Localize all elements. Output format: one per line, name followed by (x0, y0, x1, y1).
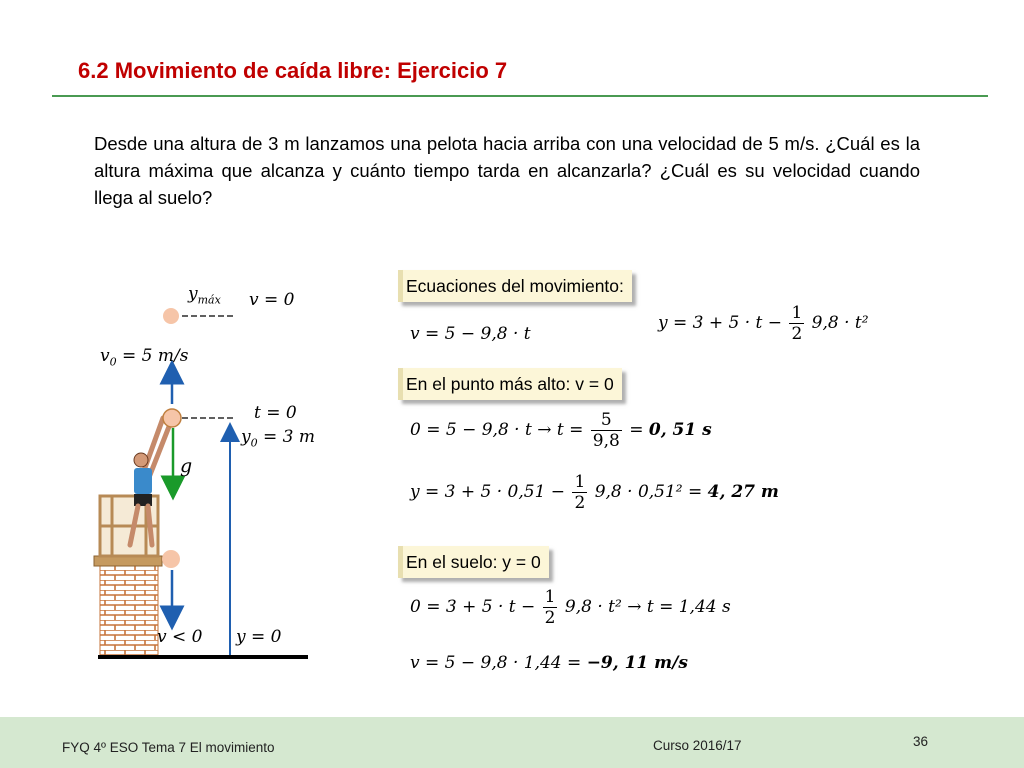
time-zero-label: t = 0 (254, 403, 297, 423)
footer-course: FYQ 4º ESO Tema 7 El movimiento (62, 740, 275, 755)
equations-heading: Ecuaciones del movimiento: (398, 270, 632, 302)
gravity-label: g (180, 455, 193, 477)
velocity-equation: v = 5 − 9,8 · t (410, 324, 531, 344)
thrower-figure (130, 418, 170, 545)
problem-statement: Desde una altura de 3 m lanzamos una pelota hacia arriba con una velocidad de 5 m/s. ¿Cuál es la altura máxima que alcanza y cuánto tiempo tarda en alcanzarla? ¿Cuál es su velocidad cuando llega al suelo? (94, 133, 920, 208)
slide-title: 6.2 Movimiento de caída libre: Ejercicio 7 (78, 58, 508, 83)
initial-velocity-label: $v_0 = 5$ m/s (100, 346, 189, 369)
max-height-equation: y = 3 + 5 · 0,51 − $\frac{1}{2}$ 9,8 · 0,51² = 4, 27 m (410, 472, 779, 513)
ball-ground-level (162, 550, 180, 568)
highest-point-heading: En el punto más alto: v = 0 (398, 368, 622, 400)
ball-launch (163, 409, 181, 427)
ground-velocity-label: v < 0 (157, 627, 203, 647)
ball-max-height (163, 308, 179, 324)
brick-wall (100, 566, 158, 656)
ground-velocity-equation: v = 5 − 9,8 · 1,44 = −9, 11 m/s (410, 653, 688, 673)
page-number: 36 (913, 734, 929, 749)
max-height-label: $y_{máx}$ (188, 284, 221, 307)
time-to-ground-equation: 0 = 3 + 5 · t − $\frac{1}{2}$ 9,8 · t² → t = 1,44 s (410, 587, 731, 628)
velocity-top-label: v = 0 (249, 290, 295, 310)
initial-height-label: $y_0 = 3$ m (241, 427, 316, 450)
footer-year: Curso 2016/17 (653, 738, 742, 753)
ground-heading: En el suelo: y = 0 (398, 546, 549, 578)
time-to-top-equation: 0 = 5 − 9,8 · t → t = $\frac{5}{9,8}$ = 0, 51 s (410, 410, 712, 451)
ground-height-label: y = 0 (236, 627, 282, 647)
position-equation: y = 3 + 5 · t − $\frac{1}{2}$ 9,8 · t² (658, 303, 869, 344)
